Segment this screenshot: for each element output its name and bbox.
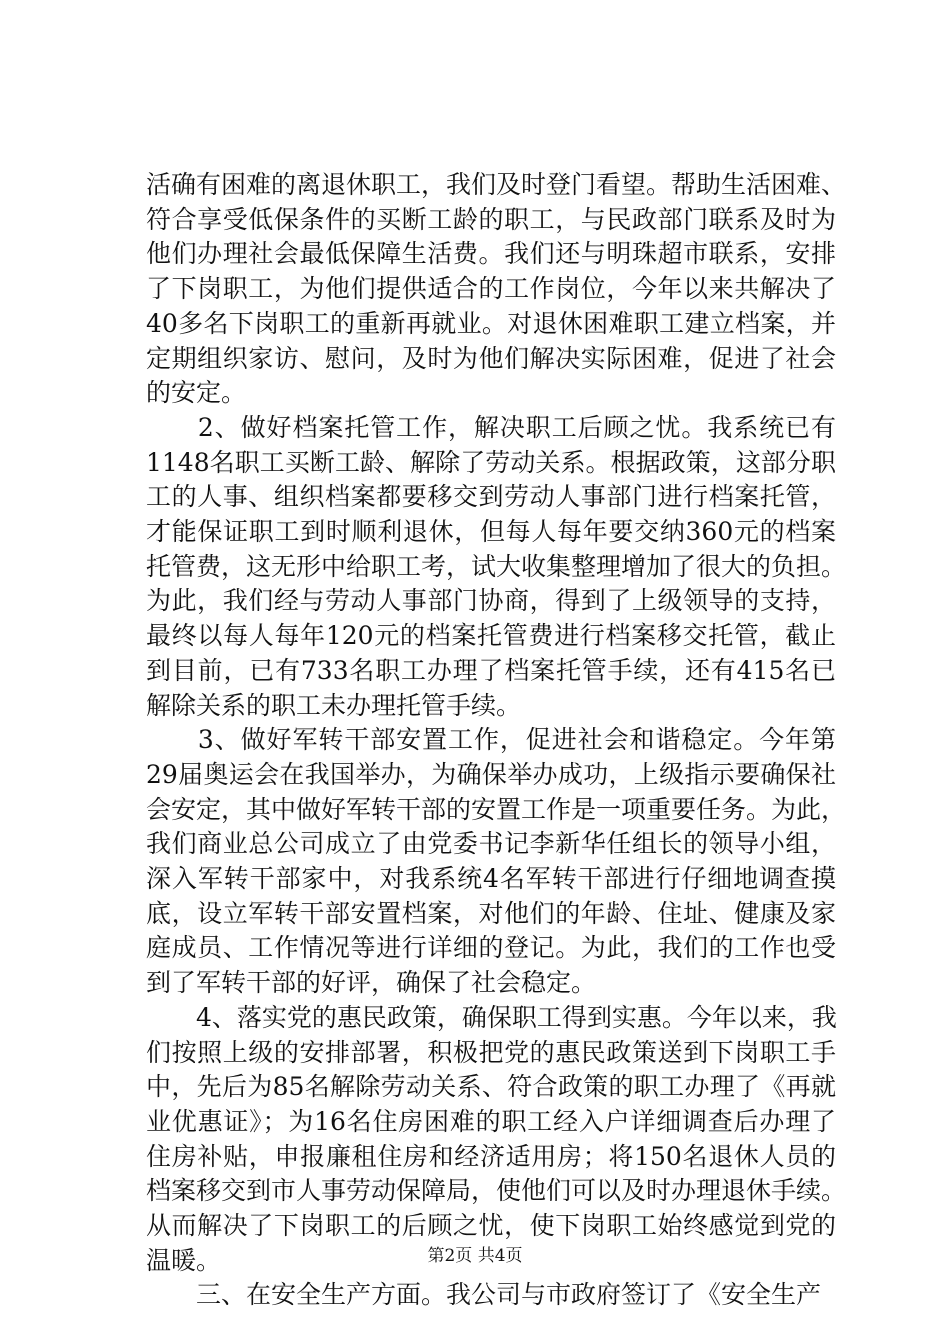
text-line: 们按照上级的安排部署，积极把党的惠民政策送到下岗职工手 <box>146 1037 836 1067</box>
text-line: 中，先后为85名解除劳动关系、符合政策的职工办理了《再就 <box>146 1072 836 1102</box>
text-line: 才能保证职工到时顺利退休，但每人每年要交纳360元的档案 <box>146 517 836 546</box>
text-line: 定期组织家访、慰问，及时为他们解决实际困难，促进了社会 <box>146 343 836 373</box>
text-line: 他们办理社会最低保障生活费。我们还与明珠超市联系，安排 <box>146 239 836 269</box>
text-line: 档案移交到市人事劳动保障局，使他们可以及时办理退休手续。 <box>146 1176 847 1206</box>
text-line: 会安定，其中做好军转干部的安置工作是一项重要任务。为此， <box>146 794 847 824</box>
text-line: 29届奥运会在我国举办，为确保举办成功，上级指示要确保社 <box>146 759 836 789</box>
text-line: 2、做好档案托管工作，解决职工后顾之忧。我系统已有 <box>146 412 836 442</box>
text-line: 到了军转干部的好评，确保了社会稳定。 <box>146 968 597 998</box>
text-line: 托管费，这无形中给职工考，试大收集整理增加了很大的负担。 <box>146 551 847 581</box>
text-line: 住房补贴，申报廉租住房和经济适用房；将150名退休人员的 <box>146 1141 836 1171</box>
text-line: 工的人事、组织档案都要移交到劳动人事部门进行档案托管， <box>146 482 836 512</box>
page-footer: 第2页 共4页 <box>427 1246 523 1266</box>
text-line: 40多名下岗职工的重新再就业。对退休困难职工建立档案，并 <box>146 308 836 338</box>
text-line: 解除关系的职工未办理托管手续。 <box>146 690 522 720</box>
text-line: 符合享受低保条件的买断工龄的职工，与民政部门联系及时为 <box>146 204 836 234</box>
text-line: 活确有困难的离退休职工，我们及时登门看望。帮助生活困难、 <box>146 170 847 199</box>
text-line: 最终以每人每年120元的档案托管费进行档案移交托管，截止 <box>146 621 836 651</box>
text-line: 1148名职工买断工龄、解除了劳动关系。根据政策，这部分职 <box>146 447 836 477</box>
text-line: 业优惠证》；为16名住房困难的职工经入户详细调查后办理了 <box>146 1106 836 1136</box>
text-line: 到目前，已有733名职工办理了档案托管手续，还有415名已 <box>146 655 836 685</box>
text-line: 庭成员、工作情况等进行详细的登记。为此，我们的工作也受 <box>146 933 836 963</box>
text-line: 我们商业总公司成立了由党委书记李新华任组长的领导小组， <box>146 829 836 859</box>
text-line: 从而解决了下岗职工的后顾之忧，使下岗职工始终感觉到党的 <box>146 1211 836 1240</box>
text-line: 底，设立军转干部安置档案，对他们的年龄、住址、健康及家 <box>146 898 836 928</box>
text-line: 温暖。 <box>146 1245 222 1275</box>
text-line: 的安定。 <box>146 378 247 408</box>
text-line: 三、在安全生产方面。我公司与市政府签订了《安全生产 <box>146 1280 822 1310</box>
text-line: 了下岗职工，为他们提供适合的工作岗位，今年以来共解决了 <box>146 274 836 304</box>
text-line: 4、落实党的惠民政策，确保职工得到实惠。今年以来，我 <box>146 1002 837 1032</box>
text-line: 为此，我们经与劳动人事部门协商，得到了上级领导的支持， <box>146 586 836 616</box>
text-line: 3、做好军转干部安置工作，促进社会和谐稳定。今年第 <box>146 725 836 755</box>
text-line: 深入军转干部家中，对我系统4名军转干部进行仔细地调查摸 <box>146 864 836 893</box>
